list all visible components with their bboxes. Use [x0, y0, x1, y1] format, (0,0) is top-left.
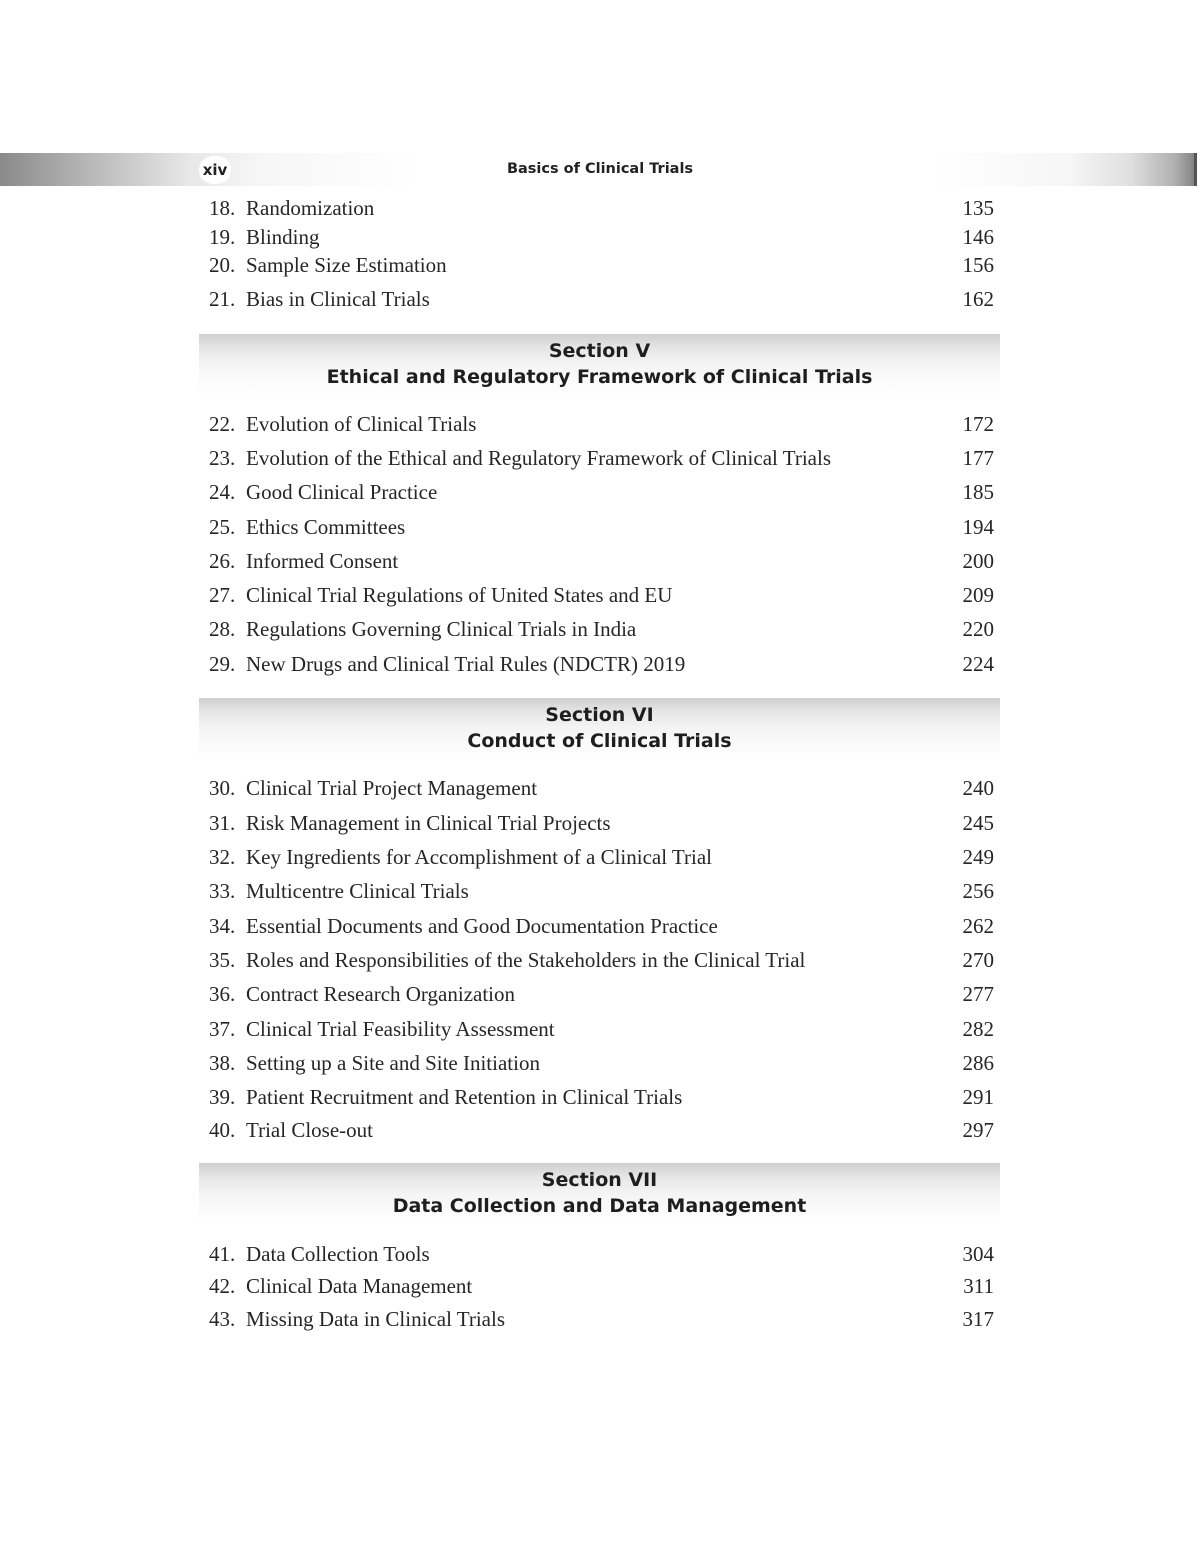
entry-title: Clinical Data Management — [246, 1274, 473, 1298]
entry-title: Evolution of the Ethical and Regulatory Framework of Clinical Trials — [246, 446, 831, 470]
section-header-vii — [199, 1163, 1000, 1226]
toc-entry[interactable] — [209, 1304, 994, 1334]
toc-entry[interactable] — [209, 614, 994, 644]
entry-number: 32. — [209, 845, 236, 869]
toc-entry[interactable] — [209, 1271, 994, 1301]
entry-title: Sample Size Estimation — [246, 253, 447, 277]
entry-number: 22. — [209, 412, 236, 436]
entry-page: 249 — [962, 845, 994, 869]
section-label: Section V — [548, 340, 651, 362]
entry-page: 256 — [962, 879, 994, 903]
section-header-v — [199, 334, 1000, 397]
entry-page: 156 — [962, 253, 994, 277]
section-title: Data Collection and Data Management — [392, 1195, 807, 1217]
entry-title: Clinical Trial Regulations of United States and EU — [246, 583, 673, 607]
entry-page: 311 — [963, 1274, 994, 1298]
entry-number: 43. — [209, 1307, 236, 1331]
entry-number: 23. — [209, 446, 236, 470]
entry-number: 35. — [209, 948, 236, 972]
entry-number: 31. — [209, 811, 236, 835]
toc-entry[interactable] — [209, 1115, 994, 1145]
toc-entry[interactable] — [209, 773, 994, 803]
entry-page: 262 — [962, 914, 994, 938]
entry-page: 270 — [962, 948, 994, 972]
toc-entry[interactable] — [209, 477, 994, 507]
toc-entry[interactable] — [209, 945, 994, 975]
entry-title: Blinding — [246, 225, 320, 249]
toc-entry[interactable] — [209, 443, 994, 473]
toc-entry[interactable] — [209, 409, 994, 439]
toc-entry[interactable] — [209, 876, 994, 906]
toc-entry[interactable] — [209, 546, 994, 576]
entry-title: Roles and Responsibilities of the Stakeholders in the Clinical Trial — [246, 948, 806, 972]
toc-entry[interactable] — [209, 580, 994, 610]
entry-number: 41. — [209, 1242, 236, 1266]
entry-page: 220 — [962, 617, 994, 641]
page-number: xiv — [199, 156, 231, 184]
running-title: Basics of Clinical Trials — [506, 161, 694, 177]
entry-title: Setting up a Site and Site Initiation — [246, 1051, 540, 1075]
toc-entry[interactable] — [209, 512, 994, 542]
entry-title: Contract Research Organization — [246, 982, 516, 1006]
entry-title: Risk Management in Clinical Trial Projects — [246, 811, 611, 835]
entry-page: 297 — [962, 1118, 994, 1142]
entry-page: 277 — [962, 982, 994, 1006]
entry-number: 28. — [209, 617, 236, 641]
toc-entry[interactable] — [209, 284, 994, 314]
entry-number: 19. — [209, 225, 236, 249]
entry-number: 29. — [209, 652, 236, 676]
entry-title: New Drugs and Clinical Trial Rules (NDCTR) 2019 — [246, 652, 686, 676]
entry-title: Ethics Committees — [246, 515, 406, 539]
entry-title: Trial Close-out — [246, 1118, 373, 1142]
entry-title: Data Collection Tools — [246, 1242, 430, 1266]
entry-title: Evolution of Clinical Trials — [246, 412, 477, 436]
entry-title: Randomization — [246, 196, 375, 220]
section-label: Section VII — [541, 1169, 658, 1191]
entry-title: Key Ingredients for Accomplishment of a Clinical Trial — [246, 845, 712, 869]
entry-title: Good Clinical Practice — [246, 480, 438, 504]
entry-page: 240 — [962, 776, 994, 800]
entry-number: 18. — [209, 196, 236, 220]
entry-title: Essential Documents and Good Documentation Practice — [246, 914, 718, 938]
entry-page: 291 — [962, 1085, 994, 1109]
entry-page: 224 — [962, 652, 994, 676]
entry-number: 33. — [209, 879, 236, 903]
entry-number: 42. — [209, 1274, 236, 1298]
entry-number: 40. — [209, 1118, 236, 1142]
toc-entry[interactable] — [209, 1239, 994, 1269]
entry-number: 26. — [209, 549, 236, 573]
entry-number: 21. — [209, 287, 236, 311]
entry-number: 38. — [209, 1051, 236, 1075]
entry-number: 34. — [209, 914, 236, 938]
toc-entry[interactable] — [209, 842, 994, 872]
entry-title: Clinical Trial Feasibility Assessment — [246, 1017, 555, 1041]
entry-page: 245 — [962, 811, 994, 835]
toc-entry[interactable] — [209, 250, 994, 280]
toc-entry[interactable] — [209, 808, 994, 838]
entry-page: 194 — [962, 515, 994, 539]
entry-number: 24. — [209, 480, 236, 504]
entry-page: 317 — [962, 1307, 994, 1331]
section-title: Conduct of Clinical Trials — [467, 730, 732, 752]
toc-entry[interactable] — [209, 1048, 994, 1078]
entry-title: Multicentre Clinical Trials — [246, 879, 469, 903]
entry-page: 200 — [962, 549, 994, 573]
entry-number: 20. — [209, 253, 236, 277]
entry-number: 36. — [209, 982, 236, 1006]
section-label: Section VI — [545, 704, 654, 726]
entry-number: 37. — [209, 1017, 236, 1041]
toc-entry[interactable] — [209, 1082, 994, 1112]
entry-title: Clinical Trial Project Management — [246, 776, 538, 800]
entry-number: 39. — [209, 1085, 236, 1109]
toc-entry[interactable] — [209, 979, 994, 1009]
entry-title: Informed Consent — [246, 549, 399, 573]
entry-title: Patient Recruitment and Retention in Clinical Trials — [246, 1085, 683, 1109]
entry-title: Regulations Governing Clinical Trials in India — [246, 617, 637, 641]
entry-page: 162 — [962, 287, 994, 311]
entry-number: 25. — [209, 515, 236, 539]
toc-entry[interactable] — [209, 193, 994, 223]
entry-number: 27. — [209, 583, 236, 607]
entry-title: Missing Data in Clinical Trials — [246, 1307, 506, 1331]
entry-page: 172 — [962, 412, 994, 436]
entry-page: 304 — [962, 1242, 994, 1266]
toc-entry[interactable] — [209, 1014, 994, 1044]
entry-page: 177 — [962, 446, 994, 470]
entry-page: 146 — [962, 225, 994, 249]
entry-title: Bias in Clinical Trials — [246, 287, 430, 311]
entry-page: 135 — [962, 196, 994, 220]
entry-page: 185 — [962, 480, 994, 504]
toc-entry[interactable] — [209, 649, 994, 679]
toc-entry[interactable] — [209, 222, 994, 252]
entry-page: 282 — [962, 1017, 994, 1041]
entry-number: 30. — [209, 776, 236, 800]
toc-entry[interactable] — [209, 911, 994, 941]
section-title: Ethical and Regulatory Framework of Clinical Trials — [326, 366, 873, 388]
section-header-vi — [199, 698, 1000, 761]
entry-page: 209 — [962, 583, 994, 607]
entry-page: 286 — [962, 1051, 994, 1075]
